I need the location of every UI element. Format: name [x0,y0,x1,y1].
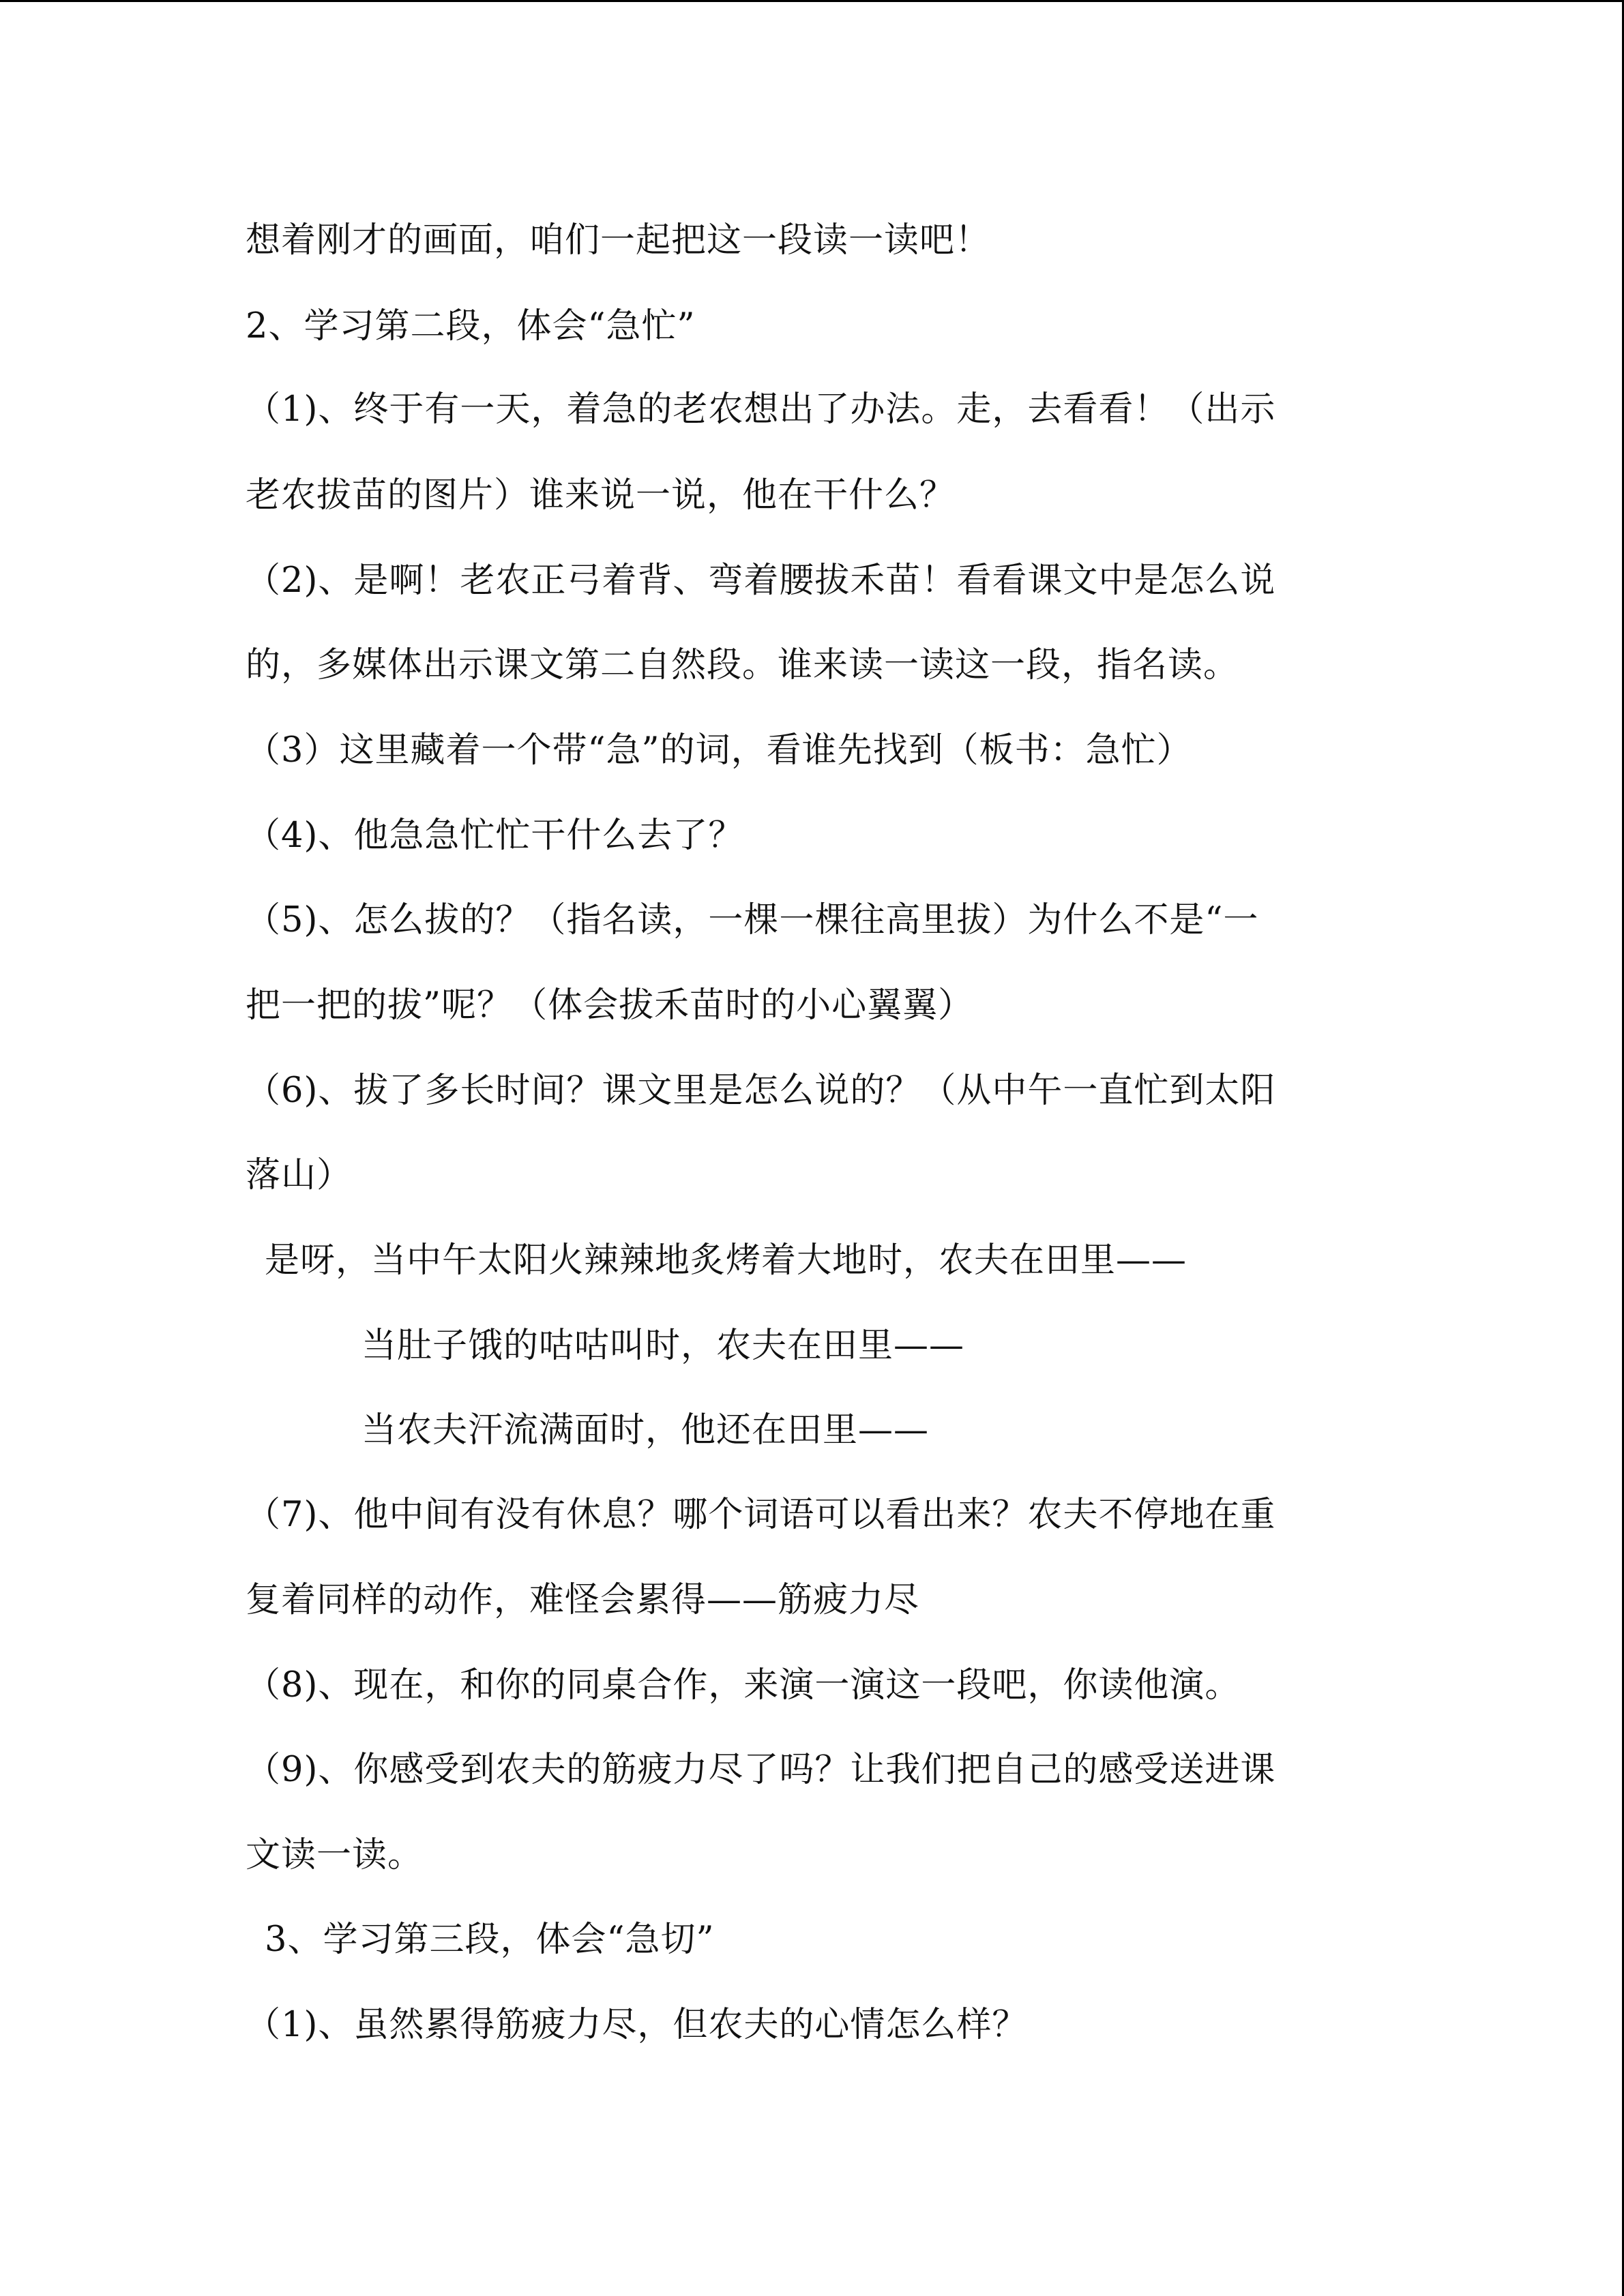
text-line-9: （5)、怎么拔的？（指名读，一棵一棵往高里拔）为什么不是“一 [246,900,1259,940]
text-line-20: 文读一读。 [246,1835,424,1875]
text-line-10: 把一把的拔”呢？（体会拔禾苗时的小心翼翼） [246,985,974,1026]
text-line-8: （4)、他急急忙忙干什么去了？ [246,816,744,856]
text-line-4: 老农拔苗的图片）谁来说一说，他在干什么？ [246,475,956,516]
text-line-17: 复着同样的动作，难怪会累得——筋疲力尽 [246,1580,920,1620]
text-line-11: （6)、拔了多长时间？课文里是怎么说的？（从中午一直忙到太阳 [246,1071,1276,1111]
text-line-22: （1)、虽然累得筋疲力尽，但农夫的心情怎么样？ [246,2005,1028,2045]
page-border-top [0,0,1624,2]
text-line-5: （2)、是啊！老农正弓着背、弯着腰拔禾苗！看看课文中是怎么说 [246,561,1276,601]
text-line-19: （9)、你感受到农夫的筋疲力尽了吗？让我们把自己的感受送进课 [246,1750,1276,1790]
text-line-16: （7)、他中间有没有休息？哪个词语可以看出来？农夫不停地在重 [246,1495,1276,1535]
section-heading-2: 2、学习第二段，体会“急忙” [246,306,696,346]
section-heading-3: 3、学习第三段，体会“急切” [265,1920,715,1960]
text-line-14: 当肚子饿的咕咕叫时，农夫在田里—— [361,1326,965,1366]
text-line-15: 当农夫汗流满面时，他还在田里—— [361,1410,930,1450]
text-line-18: （8)、现在，和你的同桌合作，来演一演这一段吧，你读他演。 [246,1665,1241,1705]
text-line-1: 想着刚才的画面，咱们一起把这一段读一读吧！ [246,220,991,260]
text-line-3: （1)、终于有一天，着急的老农想出了办法。走，去看看！（出示 [246,389,1276,430]
text-line-12: 落山） [246,1155,353,1195]
text-line-7: （3）这里藏着一个带“急”的词，看谁先找到（板书：急忙） [246,730,1192,771]
text-line-13: 是呀，当中午太阳火辣辣地炙烤着大地时，农夫在田里—— [265,1240,1187,1281]
text-line-6: 的，多媒体出示课文第二自然段。谁来读一读这一段，指名读。 [246,645,1239,685]
